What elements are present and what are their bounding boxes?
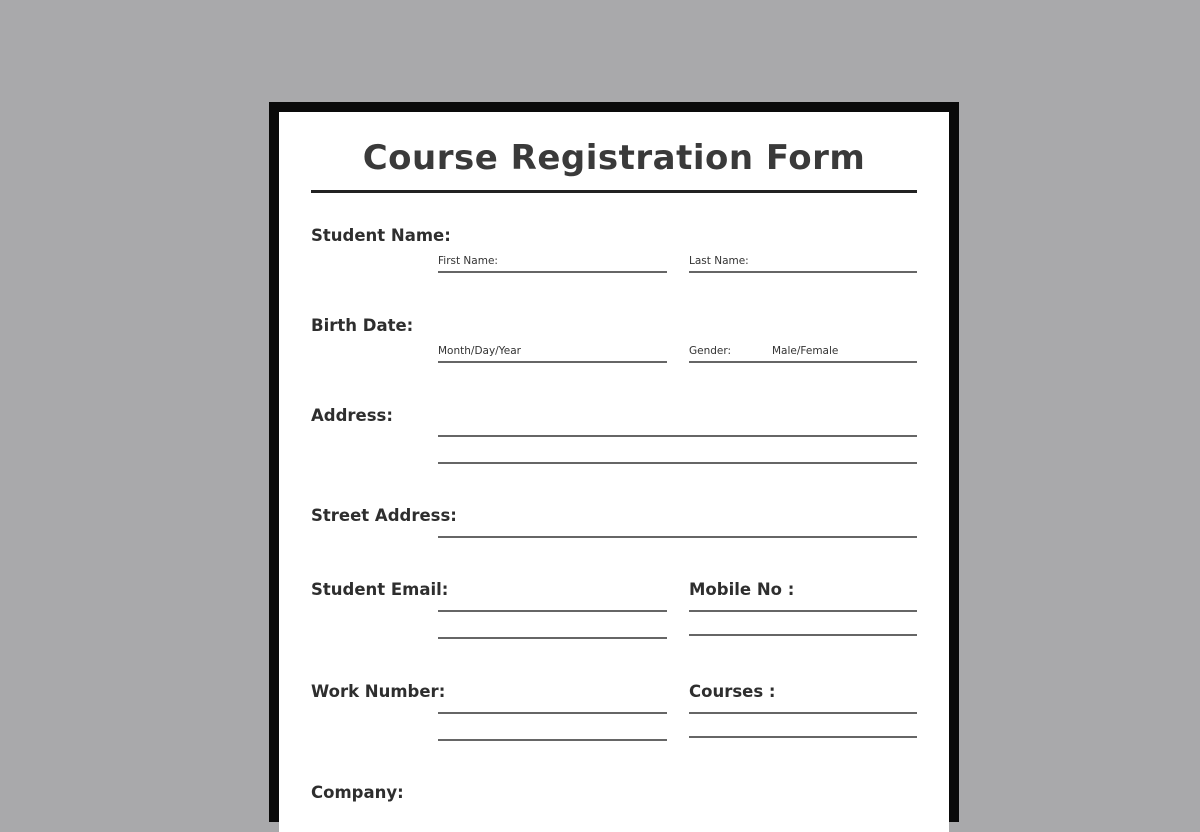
birth-date-label: Birth Date: [311, 316, 414, 335]
birth-date-field[interactable] [438, 361, 667, 363]
first-name-label: First Name: [438, 255, 498, 267]
last-name-label: Last Name: [689, 255, 749, 267]
first-name-field[interactable] [438, 271, 667, 273]
mobile-no-label: Mobile No : [689, 580, 795, 599]
street-address-label: Street Address: [311, 506, 457, 525]
street-address-field[interactable] [438, 536, 917, 538]
courses-field-line-2[interactable] [689, 736, 917, 738]
gender-hint: Male/Female [772, 345, 839, 357]
form-title: Course Registration Form [362, 138, 866, 178]
mobile-no-field-line-2[interactable] [689, 634, 917, 636]
student-email-field-line-2[interactable] [438, 637, 667, 639]
student-email-label: Student Email: [311, 580, 449, 599]
form-paper [279, 112, 949, 832]
mobile-no-field-line-1[interactable] [689, 610, 917, 612]
work-number-field-line-2[interactable] [438, 739, 667, 741]
courses-label: Courses : [689, 682, 776, 701]
birth-date-hint: Month/Day/Year [438, 345, 521, 357]
courses-field-line-1[interactable] [689, 712, 917, 714]
student-name-label: Student Name: [311, 226, 451, 245]
work-number-label: Work Number: [311, 682, 446, 701]
gender-label: Gender: [689, 345, 732, 357]
student-email-field-line-1[interactable] [438, 610, 667, 612]
title-divider [311, 190, 917, 193]
address-field-line-2[interactable] [438, 462, 917, 464]
gender-field[interactable] [689, 361, 917, 363]
last-name-field[interactable] [689, 271, 917, 273]
address-label: Address: [311, 406, 393, 425]
address-field-line-1[interactable] [438, 435, 917, 437]
work-number-field-line-1[interactable] [438, 712, 667, 714]
company-label: Company: [311, 783, 404, 802]
